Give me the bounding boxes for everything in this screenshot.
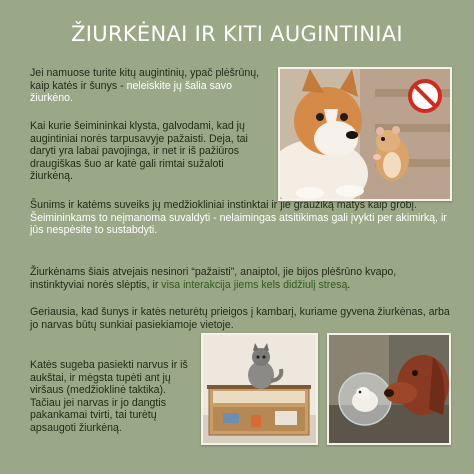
- cat-on-cage-photo: [201, 333, 318, 445]
- no-entry-icon: [408, 79, 442, 113]
- danger-paragraph: Kai kurie šeimininkai klysta, galvodami, kad jų augintiniai norės tarpusavyje pažaisti. Deja, tai daryti yra labai pavojinga, ir net ir iš pažiūros draugiškas šuo ar katė gali rimtai sužaloti žiurkėną.: [30, 120, 248, 183]
- dog-hamster-ball-photo: [327, 333, 451, 445]
- instinct-text: Šunims ir katėms suveiks jų medžiokliniai instinktai ir jie graužiką matys kaip grobį.: [30, 199, 417, 211]
- intro-text: Jei namuose turite kitų augintinių, ypač plėšrūnų, kaip katės ir šunys -: [30, 67, 260, 92]
- dog-hamster-ball-illustration: [329, 335, 449, 443]
- cat-on-cage-illustration: [203, 335, 316, 443]
- page-title: ŽIURKĖNAI IR KITI AUGINTINIAI: [71, 22, 403, 46]
- intro-paragraph: [30, 67, 262, 105]
- intro-warning: neleiskite jų šalia savo žiurkėno.: [30, 79, 232, 105]
- stress-highlight: visa interakcija jiems kels didžiulį stresą: [161, 278, 348, 291]
- dog-hamster-photo: [278, 67, 452, 201]
- instinct-warning: Šeimininkams to neįmanoma suvaldyti - nelaimingas atsitikimas gali įvykti per akimirką, ir jūs nespėsite to sustabdyti.: [30, 211, 447, 237]
- instinct-paragraph: [30, 199, 450, 237]
- stress-paragraph: Žiurkėnams šiais atvejais nesinori “pažaisti”, anaiptol, jie bijos plėšrūno kvapo, instinktyviai norės slėptis, ir visa interakcija jiems kels didžiulį stresą.: [30, 266, 397, 291]
- stress-text: Žiurkėnams šiais atvejais nesinori “pažaisti”, anaiptol, jie bijos plėšrūno kvapo, instinktyviai norės slėptis, ir: [30, 266, 397, 291]
- access-paragraph: Geriausia, kad šunys ir katės neturėtų prieigos į kambarį, kuriame gyvena žiurkėnas, arba jo narvas būtų sunkiai pasiekiamoje vietoje.: [30, 306, 450, 331]
- cage-paragraph: Katės sugeba pasiekti narvus ir iš aukštai, ir mėgsta tupėti ant jų viršaus (medžioklinė taktika). Tačiau jei narvas ir jo dangtis pakankamai tvirti, tai turėtų apsaugoti žiurkėną.: [30, 359, 188, 434]
